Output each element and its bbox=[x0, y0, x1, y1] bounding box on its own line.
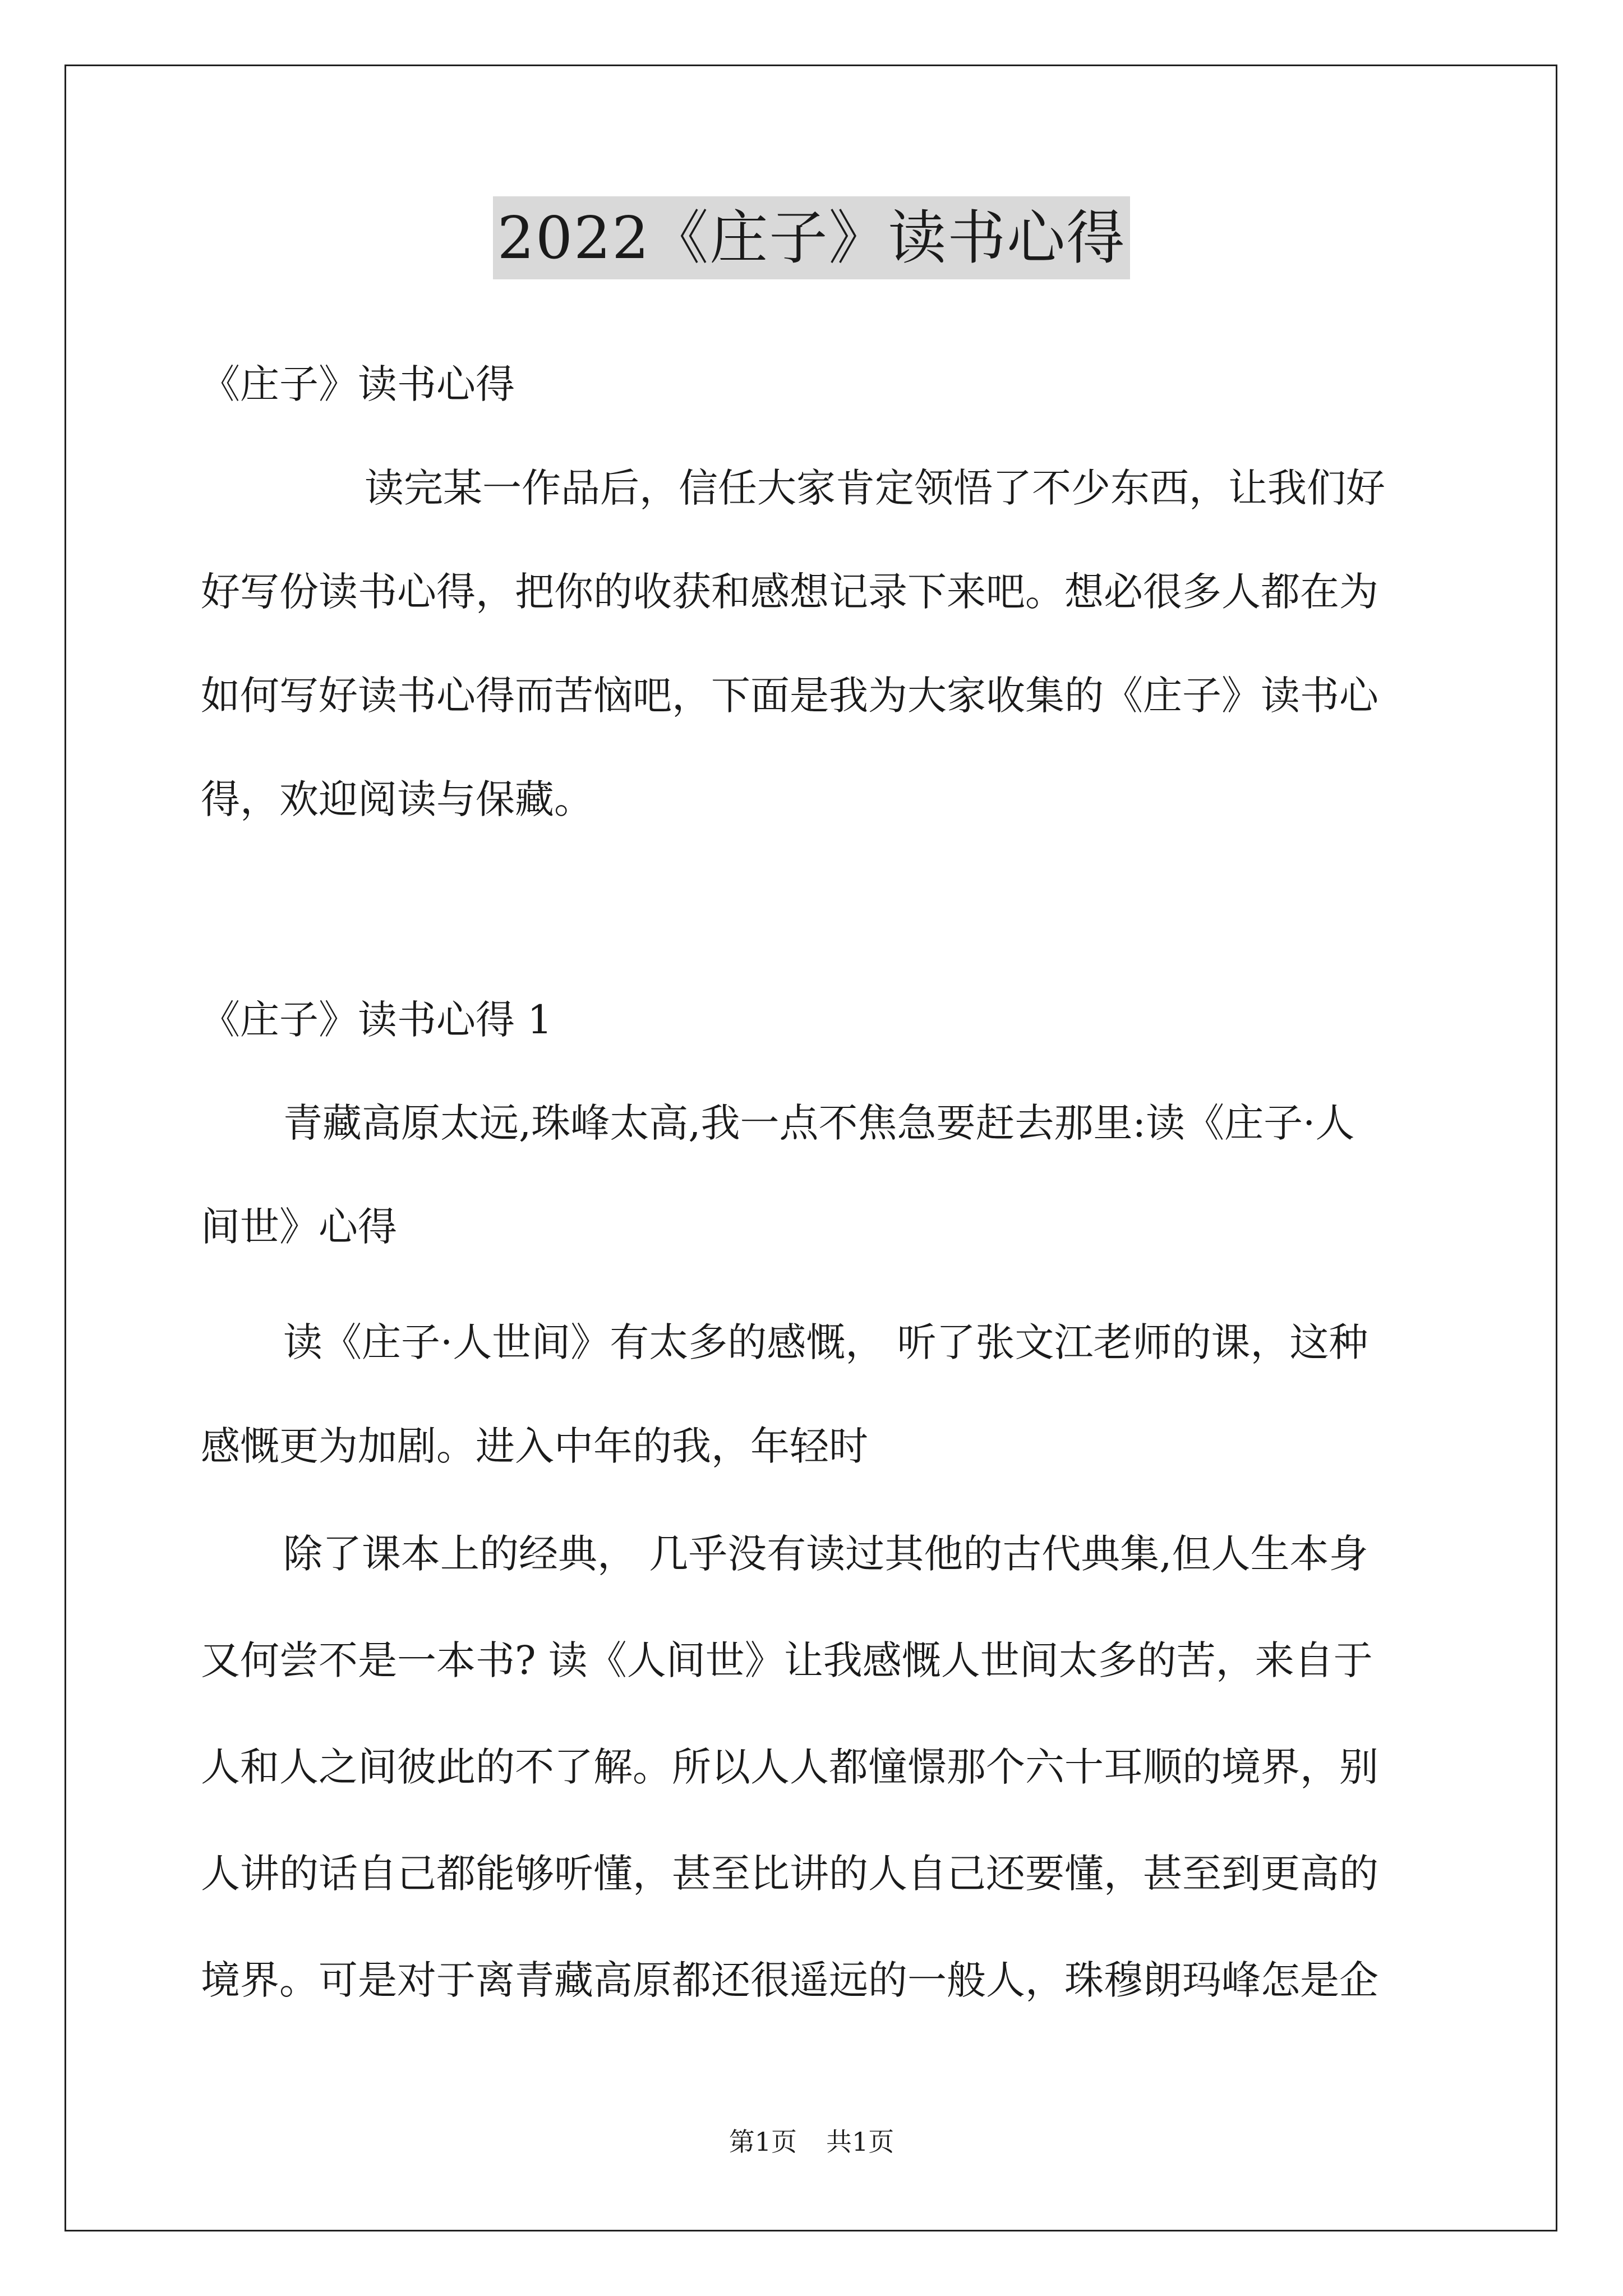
document-title: 2022《庄子》读书心得 bbox=[493, 196, 1131, 279]
paragraph-line: 人和人之间彼此的不了解。所以人人都憧憬那个六十耳顺的境界，别 bbox=[201, 1744, 1378, 1790]
paragraph-line: 青藏高原太远,珠峰太高,我一点不焦急要赶去那里:读《庄子·人 bbox=[283, 1100, 1355, 1146]
paragraph-line: 读《庄子·人世间》有太多的感慨， 听了张文江老师的课，这种 bbox=[283, 1319, 1368, 1365]
paragraph-line: 好写份读书心得，把你的收获和感想记录下来吧。想必很多人都在为 bbox=[201, 569, 1378, 615]
paragraph-line: 得，欢迎阅读与保藏。 bbox=[201, 776, 593, 822]
page-footer bbox=[0, 2125, 1623, 2159]
paragraph-line: 间世》心得 bbox=[201, 1204, 397, 1250]
paragraph-line: 人讲的话自己都能够听懂，甚至比讲的人自己还要懂，甚至到更高的 bbox=[201, 1851, 1378, 1897]
paragraph-line: 境界。可是对于离青藏高原都还很遥远的一般人，珠穆朗玛峰怎是企 bbox=[201, 1957, 1378, 2003]
page-total: 共1页 bbox=[826, 2127, 895, 2157]
paragraph-line: 感慨更为加剧。进入中年的我，年轻时 bbox=[201, 1423, 868, 1469]
paragraph-line: 除了课本上的经典， 几乎没有读过其他的古代典集,但人生本身 bbox=[283, 1531, 1368, 1577]
section-heading: 《庄子》读书心得 1 bbox=[201, 997, 552, 1043]
title-area bbox=[0, 196, 1623, 279]
page-number: 第1页 bbox=[728, 2127, 797, 2157]
section-heading: 《庄子》读书心得 bbox=[201, 361, 515, 407]
paragraph-line: 读完某一作品后，信任大家肯定领悟了不少东西，让我们好 bbox=[365, 465, 1385, 511]
paragraph-line: 又何尝不是一本书? 读《人间世》让我感慨人世间太多的苦，来自于 bbox=[201, 1637, 1373, 1683]
paragraph-line: 如何写好读书心得而苦恼吧，下面是我为大家收集的《庄子》读书心 bbox=[201, 673, 1378, 719]
